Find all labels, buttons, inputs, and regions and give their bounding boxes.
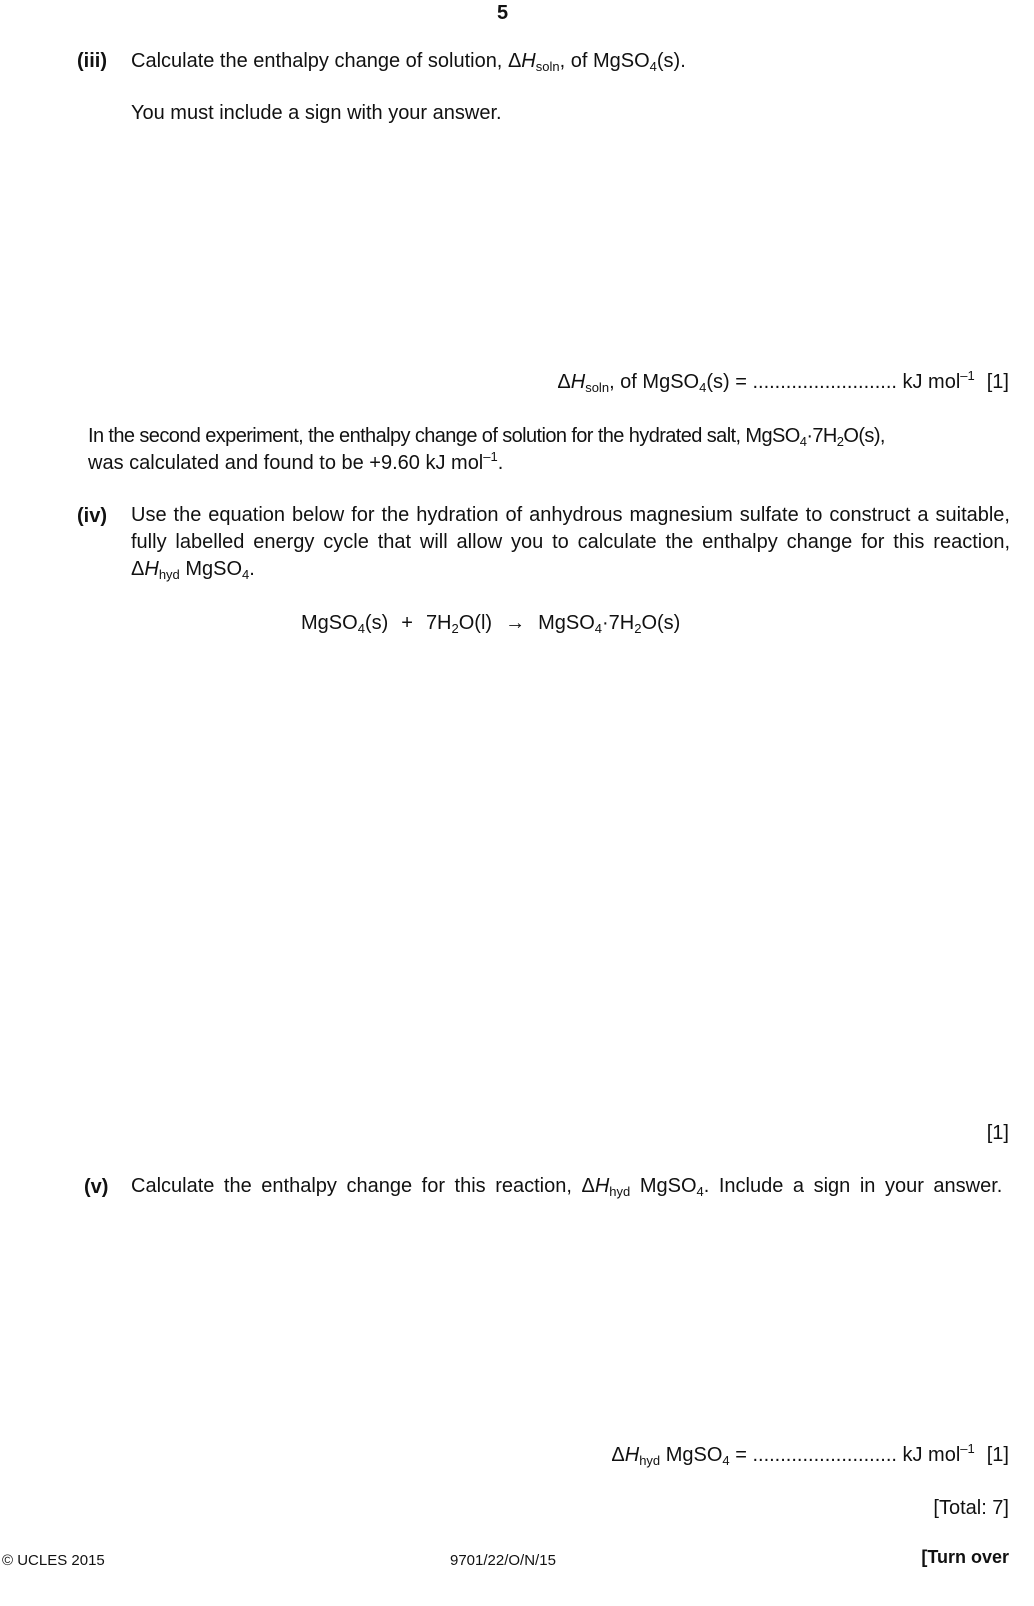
paragraph-text: . (497, 452, 504, 474)
superscript: –1 (483, 449, 498, 464)
plus-sign: + (401, 612, 413, 634)
part-v-prompt (131, 1173, 1010, 1200)
reactant-2-state: O(l) (458, 612, 493, 634)
part-iii-instruction: You must include a sign with your answer. (131, 102, 502, 124)
enthalpy-symbol: H (624, 1444, 640, 1466)
subscript: 4 (242, 567, 250, 582)
delta-symbol: Δ (131, 558, 145, 580)
second-experiment-line2 (88, 449, 504, 474)
delta-symbol: Δ (611, 1444, 625, 1466)
enthalpy-symbol: H (521, 50, 536, 72)
reactant-1: MgSO (301, 612, 358, 634)
part-iv-label: (iv) (77, 505, 107, 527)
subscript: 4 (722, 1453, 730, 1468)
enthalpy-symbol: H (570, 371, 586, 393)
marks: [1] (986, 371, 1009, 393)
answer-text: (s) = (706, 371, 753, 393)
subscript: hyd (639, 1453, 661, 1468)
part-v-answer-line (611, 1441, 1009, 1468)
part-iii-answer-line (557, 368, 1009, 395)
product-state: O(s) (641, 612, 681, 634)
turn-over: [Turn over (921, 1547, 1009, 1567)
prompt-text: Use the equation below for the hydration of anhydrous magnesium sulfate to construct a suitable, fully labelled energy cycle that will allow you to calculate the enthalpy change for this reaction, (131, 504, 1010, 553)
subscript: 2 (451, 621, 459, 636)
superscript: –1 (960, 1441, 975, 1456)
enthalpy-symbol: H (144, 558, 159, 580)
paragraph-text: O(s), (843, 425, 885, 447)
answer-blank[interactable]: .......................... (752, 1444, 897, 1466)
prompt-text: , of MgSO (559, 50, 650, 72)
paper-code: 9701/22/O/N/15 (450, 1552, 556, 1569)
unit: kJ mol (896, 371, 961, 393)
subscript: 4 (594, 621, 602, 636)
subscript: 2 (836, 434, 844, 449)
prompt-text: Calculate the enthalpy change of solution, (131, 50, 508, 72)
prompt-text: (s). (656, 50, 686, 72)
prompt-text: MgSO (179, 558, 243, 580)
part-iv-prompt (131, 502, 1010, 583)
marks: [1] (986, 1444, 1009, 1466)
delta-symbol: Δ (581, 1175, 595, 1197)
subscript: 2 (634, 621, 642, 636)
delta-symbol: Δ (507, 50, 522, 72)
page-number: 5 (497, 2, 509, 24)
answer-text: , of MgSO (609, 371, 700, 393)
second-experiment-line1 (88, 425, 885, 449)
delta-symbol: Δ (557, 371, 571, 393)
paragraph-text: In the second experiment, the enthalpy change of solution for the hydrated salt, MgSO (88, 425, 800, 447)
part-v-label: (v) (84, 1176, 109, 1198)
prompt-text: . Include a sign in your answer. (703, 1175, 1003, 1197)
product: MgSO (538, 612, 595, 634)
paragraph-text: ·7H (806, 425, 837, 447)
answer-text: MgSO (660, 1444, 723, 1466)
part-iii-prompt (131, 50, 686, 74)
hydration-equation (301, 612, 681, 636)
unit: kJ mol (896, 1444, 961, 1466)
copyright: © UCLES 2015 (2, 1552, 105, 1569)
paragraph-text: was calculated and found to be +9.60 kJ mol (88, 452, 484, 474)
subscript: 4 (649, 59, 657, 74)
energy-cycle-answer-space[interactable] (131, 660, 1010, 1100)
total-marks: [Total: 7] (933, 1497, 1009, 1519)
subscript: 4 (357, 621, 365, 636)
superscript: –1 (960, 368, 975, 383)
subscript: hyd (158, 567, 180, 582)
product: ·7H (602, 612, 635, 634)
part-iii-label: (iii) (77, 50, 107, 72)
part-iv-marks: [1] (986, 1122, 1009, 1144)
subscript: 4 (699, 380, 707, 395)
answer-text: = (729, 1444, 753, 1466)
subscript: hyd (609, 1184, 631, 1199)
enthalpy-symbol: H (594, 1175, 610, 1197)
subscript: soln (535, 59, 560, 74)
prompt-text: Calculate the enthalpy change for this reaction, (131, 1175, 582, 1197)
subscript: soln (585, 380, 610, 395)
answer-blank[interactable]: .......................... (752, 371, 897, 393)
calculation-answer-space[interactable] (131, 1230, 1010, 1430)
reactant-2: 7H (425, 612, 452, 634)
prompt-text: . (249, 558, 255, 580)
prompt-text: MgSO (630, 1175, 697, 1197)
subscript: 4 (799, 434, 807, 449)
reactant-1-state: (s) (364, 612, 389, 634)
subscript: 4 (696, 1184, 704, 1199)
reaction-arrow-icon: → (505, 612, 526, 634)
